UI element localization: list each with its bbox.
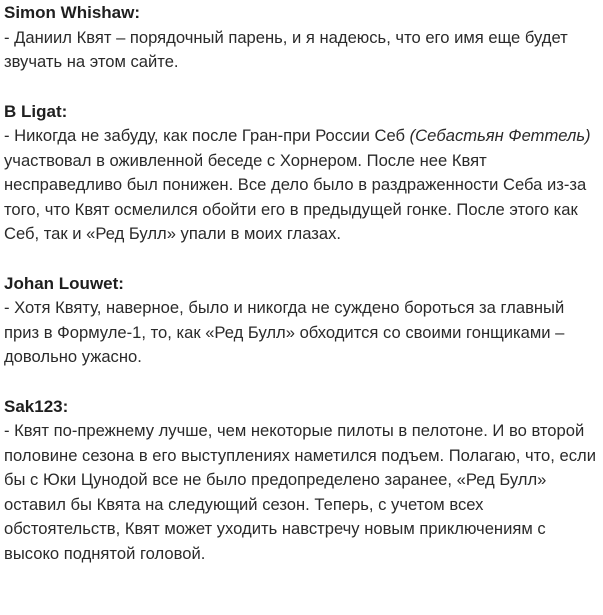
comment-b-ligat xyxy=(4,100,596,247)
comment-text-italic: (Себастьян Феттель) xyxy=(409,126,591,145)
comment-text xyxy=(4,124,596,247)
comment-text: - Хотя Квяту, наверное, было и никогда не суждено бороться за главный приз в Формуле-1, то, как «Ред Булл» обходится со своими гонщиками – довольно ужасно. xyxy=(4,298,565,366)
comment-johan-louwet xyxy=(4,272,596,370)
comment-author: Johan Louwet: xyxy=(4,273,124,293)
comment-text: - Квят по-прежнему лучше, чем некоторые пилоты в пелотоне. И во второй половине сезона в его выступлениях наметился подъем. Полагаю, что, если бы с Юки Цунодой все не было предопределено заранее, «Ред Булл» оставил бы Квята на следующий сезон. Теперь, с учетом всех обстоятельств, Квят может уходить навстречу новым приключениям с высоко поднятой головой. xyxy=(4,421,596,563)
comment-author: B Ligat: xyxy=(4,101,68,121)
comment-simon-whishaw xyxy=(4,1,596,75)
comments-list xyxy=(4,0,596,566)
comment-author: Sak123: xyxy=(4,396,69,416)
comment-sak123 xyxy=(4,395,596,567)
comment-text-part: - Никогда не забуду, как после Гран-при России Себ xyxy=(4,126,410,145)
comment-text-part: участвовал в оживленной беседе с Хорнером. После нее Квят несправедливо был понижен. Все дело было в раздраженности Себа из-за того, что Квят осмелился обойти его в предыдущей гонке. После этого как Себ, так и «Ред Булл» упали в моих глазах. xyxy=(4,150,587,243)
comment-author: Simon Whishaw: xyxy=(4,3,140,22)
comment-text: - Даниил Квят – порядочный парень, и я надеюсь, что его имя еще будет звучать на этом сайте. xyxy=(4,27,568,71)
